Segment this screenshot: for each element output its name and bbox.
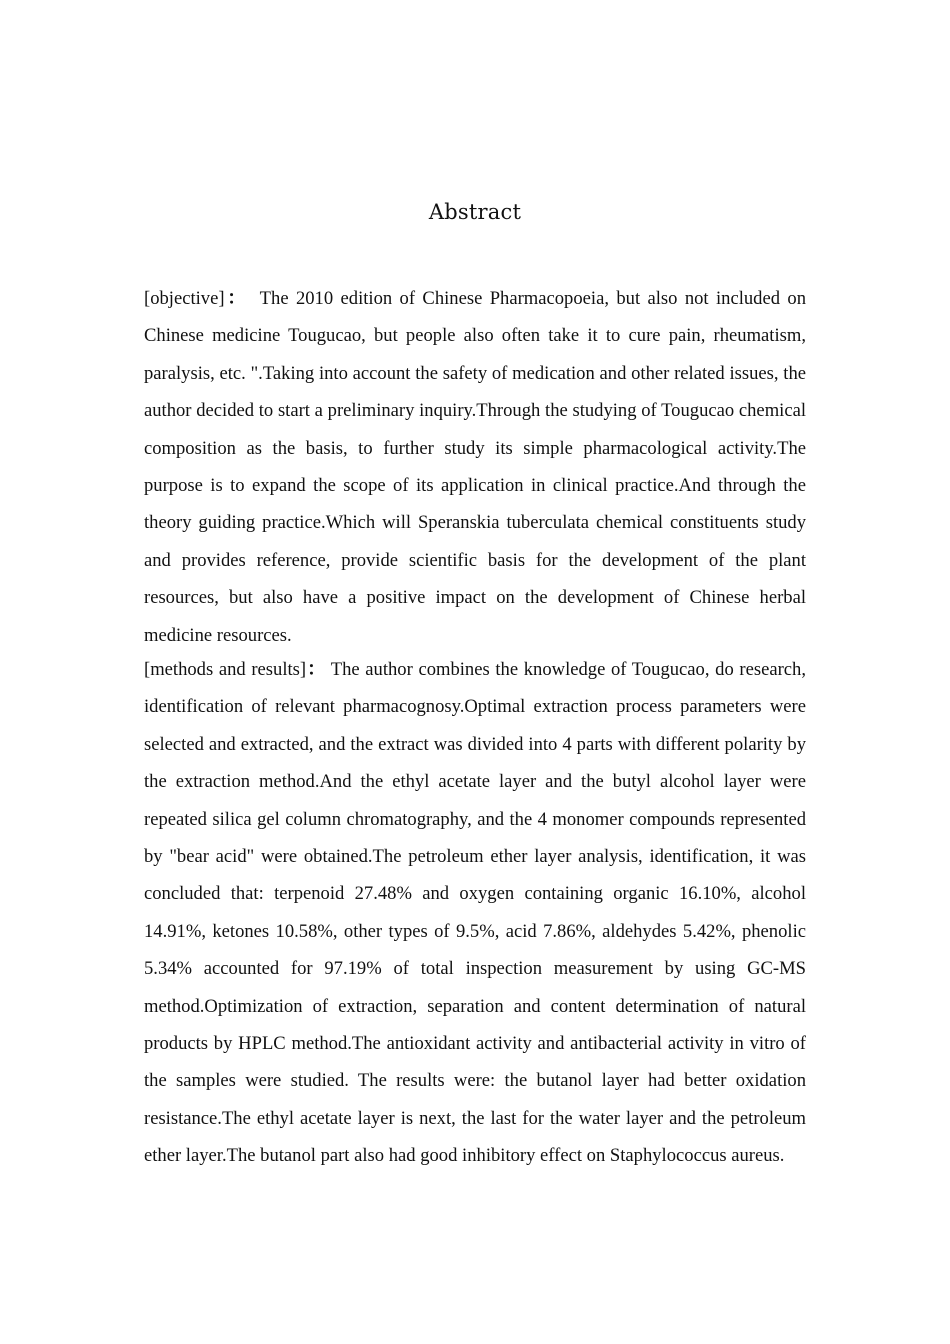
methods-results-separator: ：: [306, 659, 327, 680]
methods-results-label: [methods and results]: [144, 659, 307, 680]
objective-label: [objective]: [144, 288, 225, 309]
objective-text: The 2010 edition of Chinese Pharmacopoeia, but also not included on Chinese medicine Tougucao, but people also often take it to cure pain, rheumatism, paralysis, etc. ".Taking into account the safety of medication and other related issues, the author decided to start a preliminary inquiry.Through the studying of Tougucao chemical composition as the basis, to further study its simple pharmacological activity.The purpose is to expand the scope of its application in clinical practice.And through the theory guiding practice.Which will Speranskia tuberculata chemical constituents study and provides reference, provide scientific basis for the development of the plant resources, but also have a positive impact on the development of Chinese herbal medicine resources.: [144, 288, 806, 646]
objective-separator: ：: [224, 288, 249, 309]
methods-results-paragraph: [144, 651, 806, 1175]
methods-results-text: The author combines the knowledge of Tougucao, do research, identification of relevant pharmacognosy.Optimal extraction process parameters were selected and extracted, and the extract was divided into 4 parts with different polarity by the extraction method.And the ethyl acetate layer and the butyl alcohol layer were repeated silica gel column chromatography, and the 4 monomer compounds represented by "bear acid" were obtained.The petroleum ether layer analysis, identification, it was concluded that: terpenoid 27.48% and oxygen containing organic 16.10%, alcohol 14.91%, ketones 10.58%, other types of 9.5%, acid 7.86%, aldehydes 5.42%, phenolic 5.34% accounted for 97.19% of total inspection measurement by using GC-MS method.Optimization of extraction, separation and content determination of natural products by HPLC method.The antioxidant activity and antibacterial activity in vitro of the samples were studied. The results were: the butanol layer had better oxidation resistance.The ethyl acetate layer is next, the last for the water layer and the petroleum ether layer.The butanol part also had good inhibitory effect on Staphylococcus aureus.: [144, 659, 806, 1167]
abstract-title: Abstract: [428, 200, 522, 224]
objective-paragraph: [144, 280, 806, 654]
